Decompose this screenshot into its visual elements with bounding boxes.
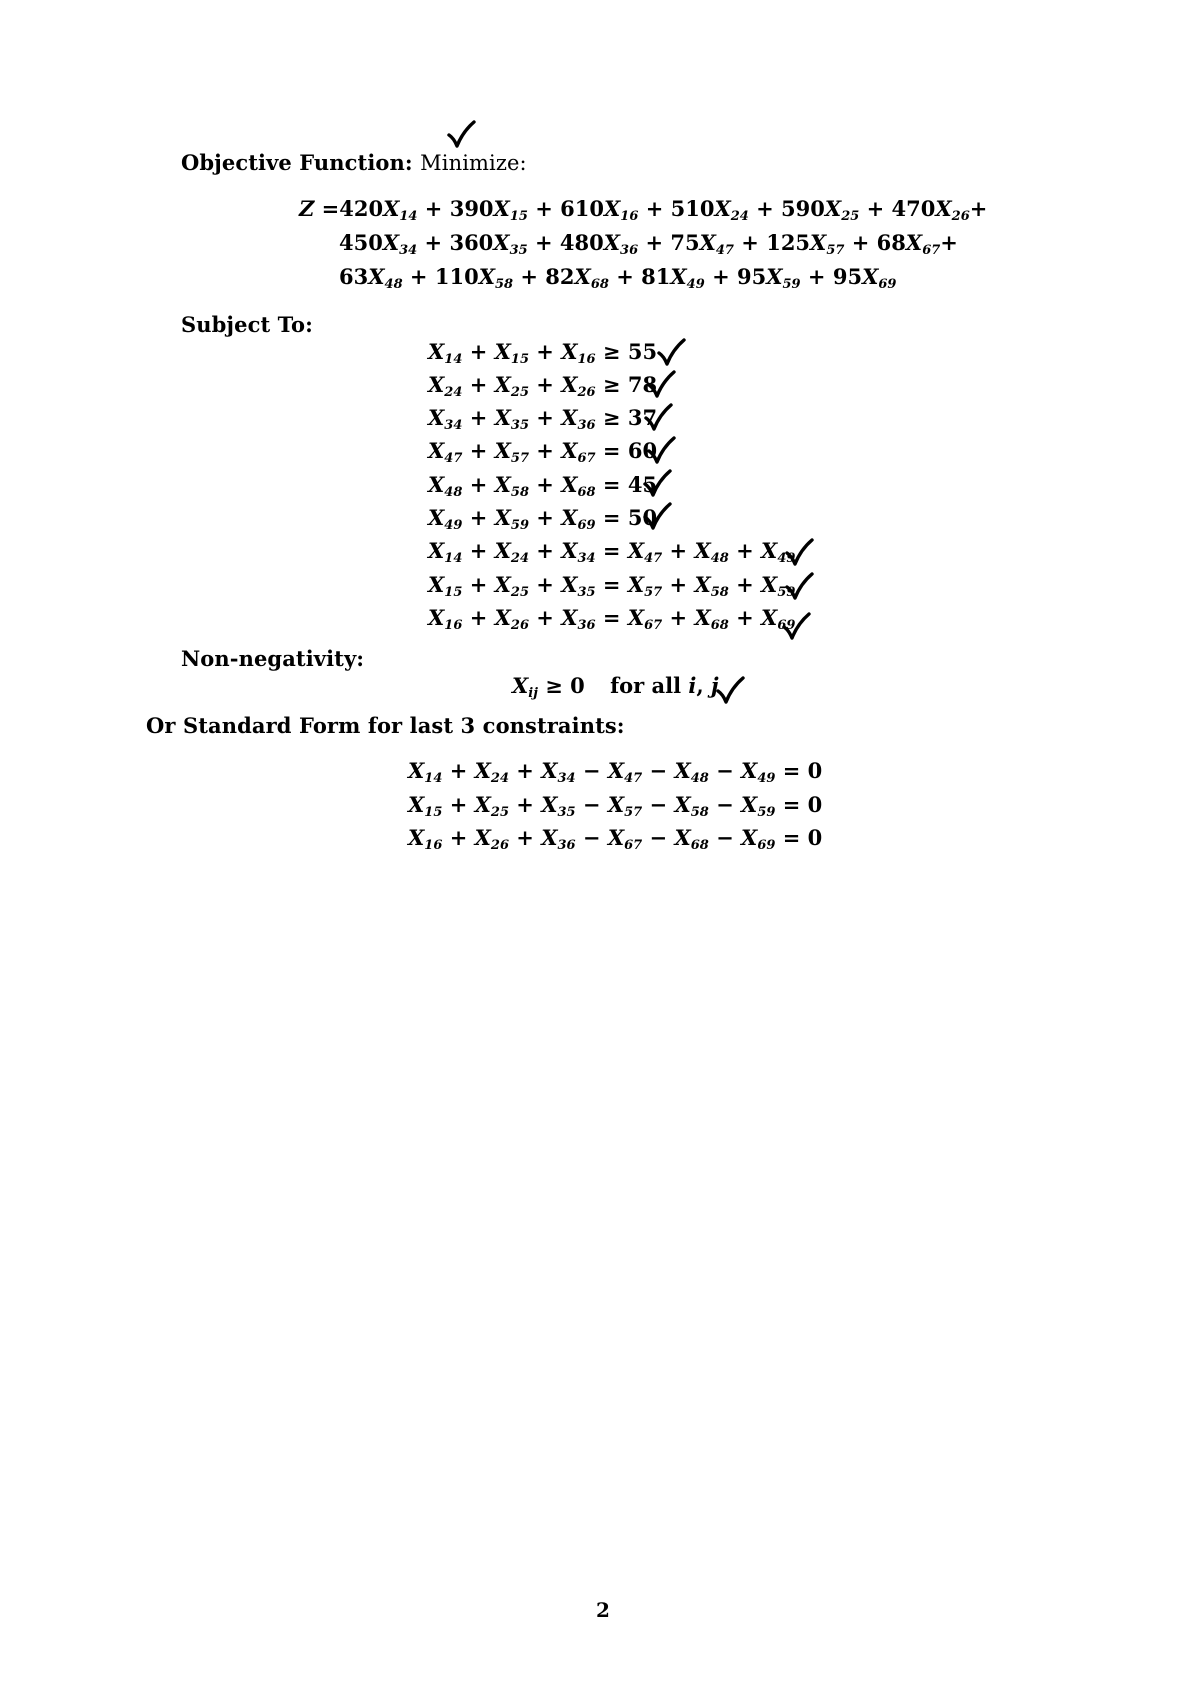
standard-form-line: $X_{14} + X_{24} + X_{34} - X_{47} - X_{48} - X_{49} = 0$ xyxy=(408,758,823,786)
nonneg-line xyxy=(512,673,719,701)
nonnegativity-heading: Non-negativity: xyxy=(181,646,365,671)
constraint-line: $X_{14} + X_{15} + X_{16} \ge 55$ xyxy=(428,339,658,367)
nonneg-qualifier: for all i, j xyxy=(610,673,719,698)
standard-form-line: $X_{15} + X_{25} + X_{35} - X_{57} - X_{58} - X_{59} = 0$ xyxy=(408,792,823,820)
constraint-line: $X_{47} + X_{57} + X_{67} = 60$ xyxy=(428,438,658,466)
standard-form-heading: Or Standard Form for last 3 constraints: xyxy=(146,713,625,738)
check-icon xyxy=(646,436,676,466)
constraint-line: $X_{48} + X_{58} + X_{68} = 45$ xyxy=(428,472,658,500)
objective-heading xyxy=(181,150,527,175)
constraint-line: $X_{34} + X_{35} + X_{36} \ge 37$ xyxy=(428,405,658,433)
check-icon xyxy=(642,469,672,499)
check-icon xyxy=(446,120,476,150)
constraint-line: $X_{16} + X_{26} + X_{36} = X_{67} + X_{68} + X_{69}$ xyxy=(428,605,796,633)
check-icon xyxy=(784,572,814,602)
objective-heading-sense: Minimize: xyxy=(420,151,527,175)
check-icon xyxy=(781,612,811,642)
check-icon xyxy=(646,370,676,400)
check-icon xyxy=(715,676,745,706)
constraint-line: $X_{49} + X_{59} + X_{69} = 50$ xyxy=(428,505,658,533)
subject-to-heading: Subject To: xyxy=(181,312,313,337)
check-icon xyxy=(656,338,686,368)
check-icon xyxy=(784,538,814,568)
nonneg-expression: $X_{ij} \ge 0$ xyxy=(512,673,585,701)
standard-form-line: $X_{16} + X_{26} + X_{36} - X_{67} - X_{68} - X_{69} = 0$ xyxy=(408,825,823,853)
constraint-line: $X_{14} + X_{24} + X_{34} = X_{47} + X_{48} + X_{49}$ xyxy=(428,538,796,566)
constraint-line: $X_{24} + X_{25} + X_{26} \ge 78$ xyxy=(428,372,658,400)
check-icon xyxy=(642,502,672,532)
objective-line: $450X_{34} + 360X_{35} + 480X_{36} + 75X_{47} + 125X_{57} + 68X_{67}+$ xyxy=(339,230,958,258)
objective-heading-label: Objective Function: xyxy=(181,150,413,175)
check-icon xyxy=(643,403,673,433)
constraint-line: $X_{15} + X_{25} + X_{35} = X_{57} + X_{58} + X_{59}$ xyxy=(428,572,796,600)
objective-line: $63X_{48} + 110X_{58} + 82X_{68} + 81X_{49} + 95X_{59} + 95X_{69}$ xyxy=(339,264,897,292)
objective-line: $Z =420X_{14} + 390X_{15} + 610X_{16} + 510X_{24} + 590X_{25} + 470X_{26}+$ xyxy=(299,196,988,224)
page-number: 2 xyxy=(596,1598,610,1622)
